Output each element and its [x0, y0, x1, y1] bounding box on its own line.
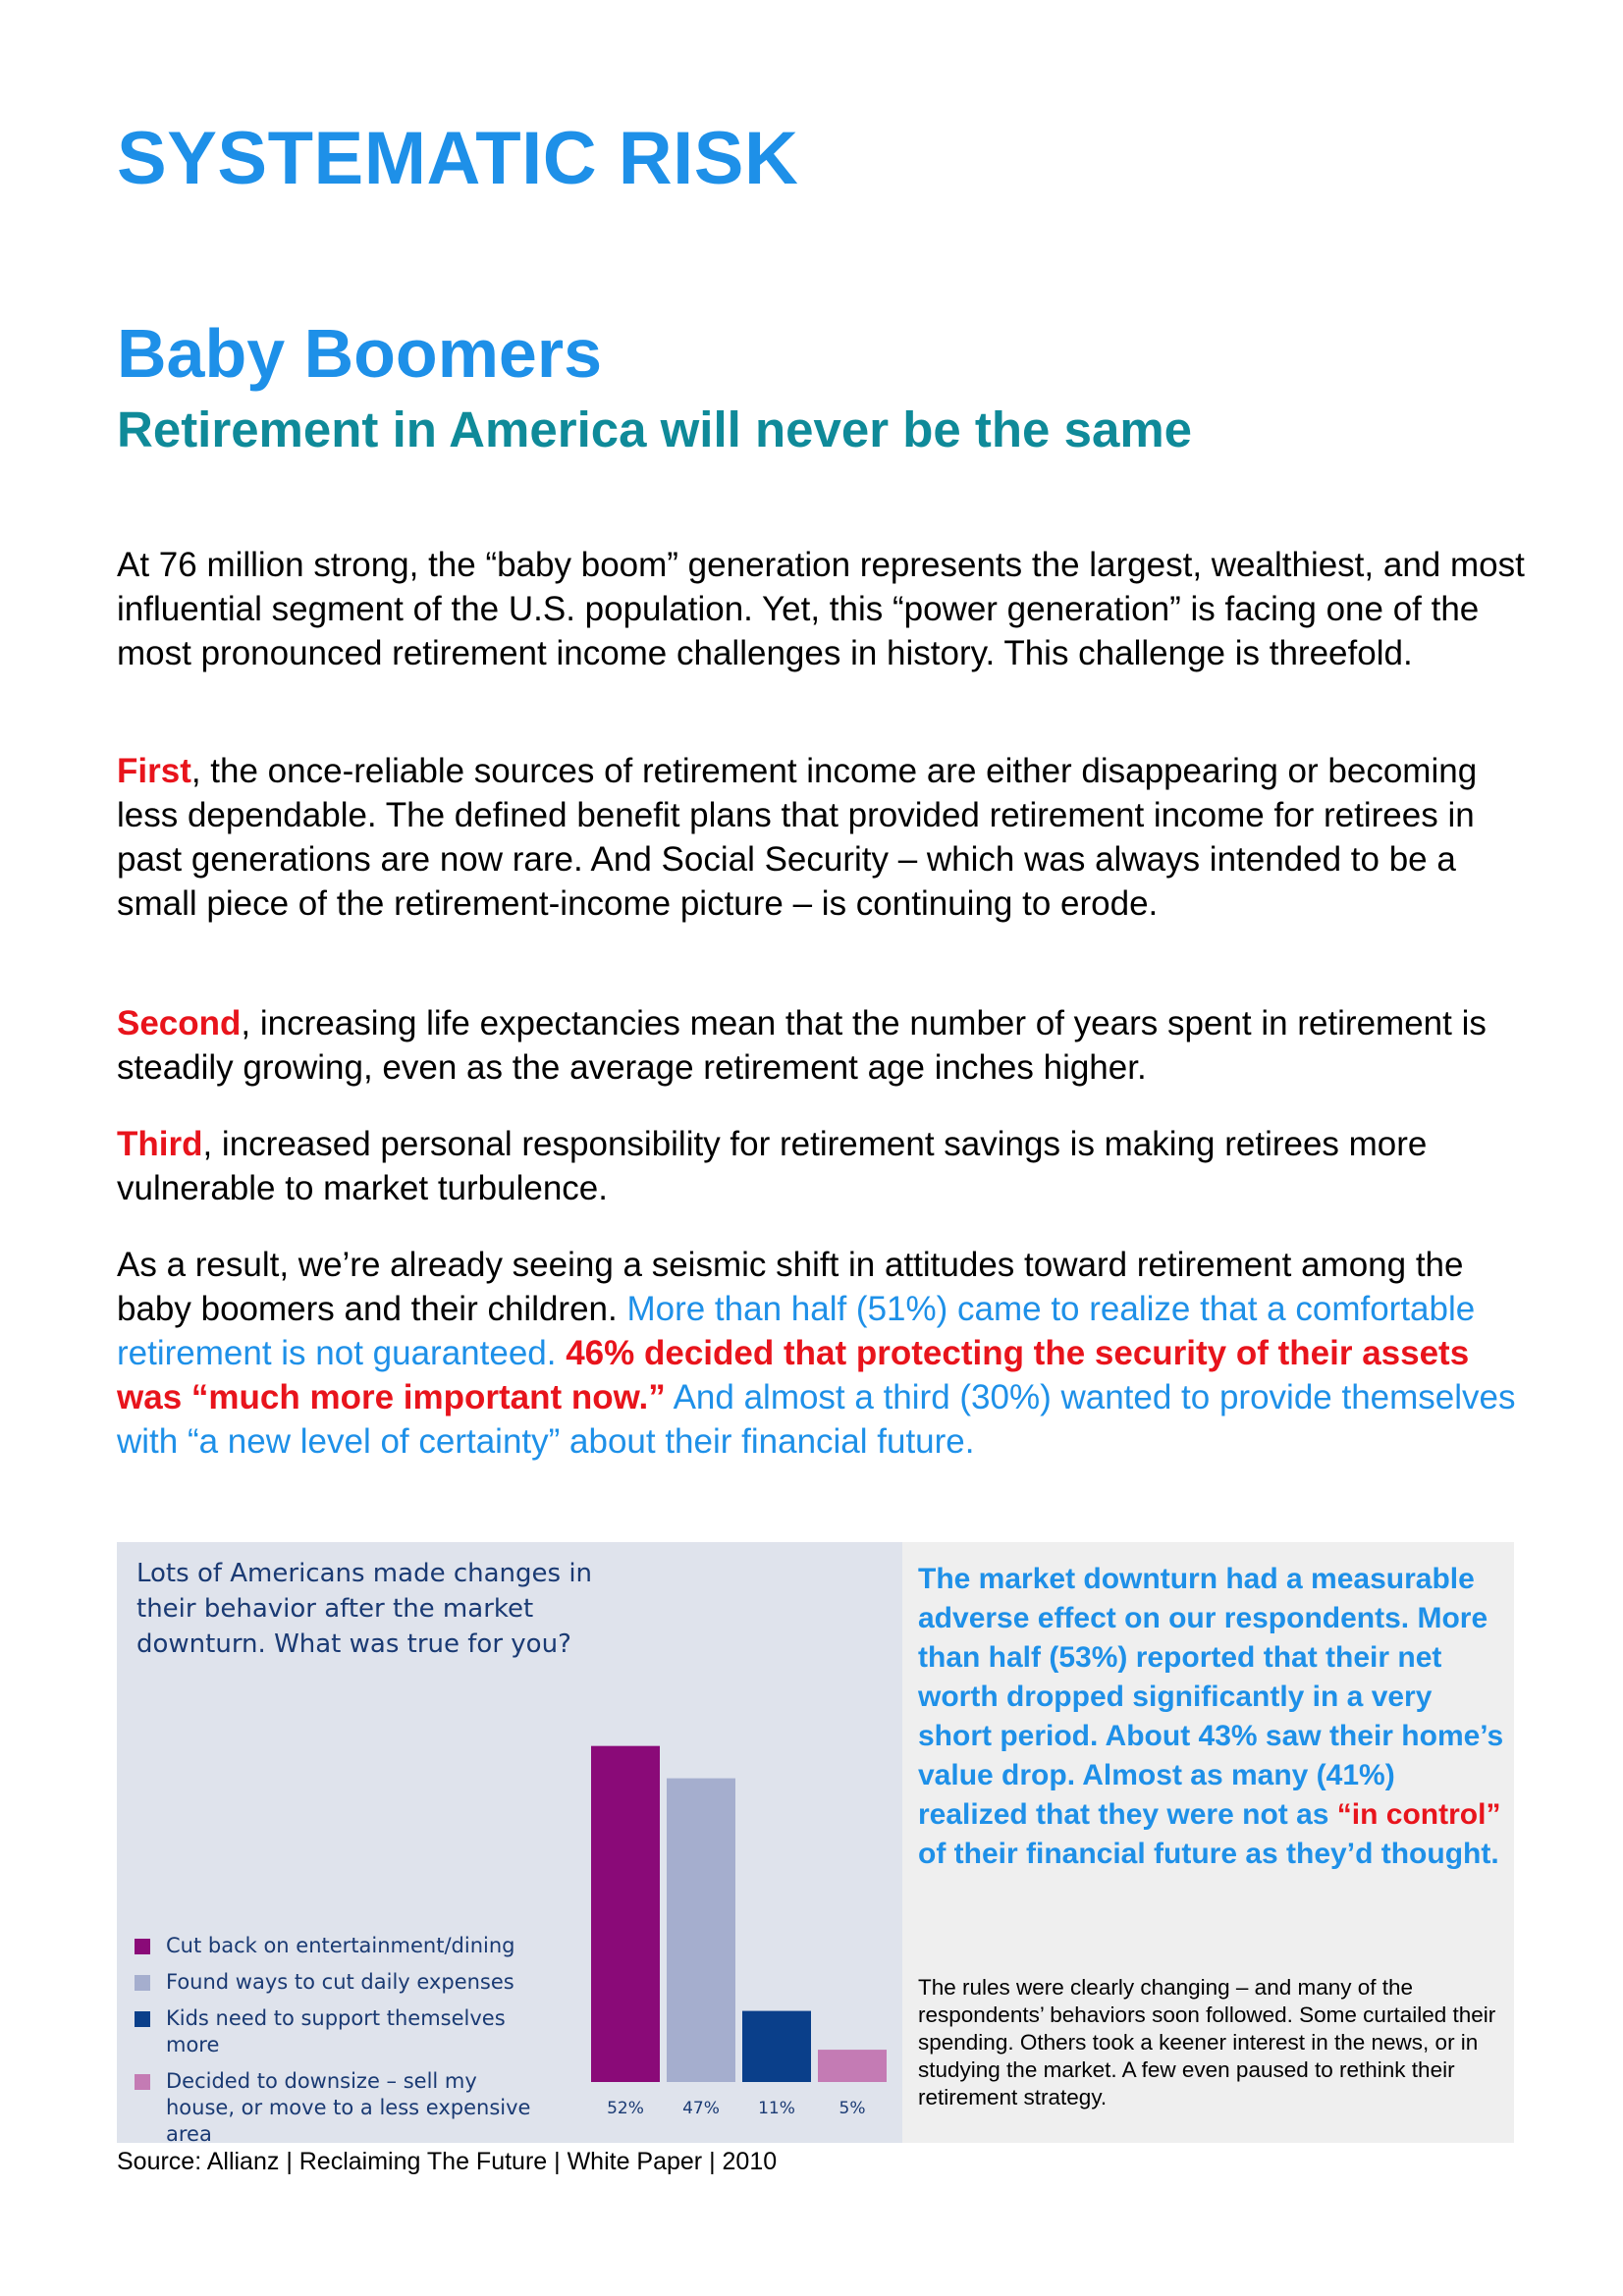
legend-item [135, 2005, 537, 2058]
side-highlight-a: The market downturn had a measurable adverse effect on our respondents. More than half (53%) reported that their net worth dropped significantly in a very short period. About 43% saw their home’s value drop. Almost as many (41%) realized that they were not as [918, 1563, 1504, 1831]
legend-label: Cut back on entertainment/dining [166, 1934, 515, 1957]
legend-swatch [135, 2011, 150, 2027]
chart-title: Lots of Americans made changes in their behavior after the market downturn. What was true for you? [136, 1559, 593, 1659]
chart-panel [117, 1542, 902, 2146]
bar-value-label: 47% [682, 2099, 720, 2118]
bar-value-label: 11% [758, 2099, 795, 2118]
first-text: , the once-reliable sources of retirement income are either disappearing or becoming less dependable. The defined benefit plans that provided retirement income for retirees in past generations are now rare. And Social Security – which was always intended to be a small piece of the retirement-income picture – is continuing to erode. [117, 752, 1478, 923]
result-text-b: More than half (51%) came to realize that a comfortable retirement is not guaranteed. [117, 1290, 1476, 1372]
bar-3 [742, 2011, 811, 2082]
bar-2 [667, 1779, 735, 2082]
third-paragraph [117, 1122, 1531, 1210]
bar-value-label: 52% [607, 2099, 644, 2118]
bar-value-label: 5% [839, 2099, 866, 2118]
page-title: SYSTEMATIC RISK [117, 117, 799, 200]
result-text-a: As a result, we’re already seeing a seismic shift in attitudes toward retirement among the baby boomers and their children. [117, 1246, 1464, 1328]
legend-item [135, 2068, 537, 2148]
side-body-text: The rules were clearly changing – and many of the respondents’ behaviors soon followed. Some curtailed their spending. Others took a keener interest in the news, or in studying the market. A few even paused to rethink their retirement strategy. [918, 1975, 1496, 2109]
second-label: Second [117, 1004, 242, 1042]
source-citation: Source: Allianz | Reclaiming The Future | White Paper | 2010 [117, 2148, 778, 2175]
result-paragraph [117, 1243, 1531, 1464]
bar-4 [818, 2050, 887, 2082]
legend-swatch [135, 1975, 150, 1991]
bar-1 [591, 1746, 660, 2082]
side-highlight-text [918, 1560, 1507, 1874]
legend-item [135, 1933, 537, 1959]
second-paragraph [117, 1001, 1531, 1090]
first-label: First [117, 752, 191, 790]
chart-legend [135, 1933, 537, 2158]
result-text-c: 46% decided that protecting the security of their assets was “much more important now.” [117, 1334, 1470, 1416]
third-text: , increased personal responsibility for retirement savings is making retirees more vulnerable to market turbulence. [117, 1125, 1428, 1207]
legend-swatch [135, 2074, 150, 2090]
section-title: Baby Boomers [117, 315, 603, 392]
first-paragraph [117, 749, 1531, 926]
intro-paragraph: At 76 million strong, the “baby boom” generation represents the largest, wealthiest, and most influential segment of the U.S. population. Yet, this “power generation” is facing one of the most pronounced retirement income challenges in history. This challenge is threefold. [117, 546, 1525, 672]
legend-swatch [135, 1939, 150, 1954]
side-highlight-red: “in control” [1336, 1798, 1501, 1831]
second-text: , increasing life expectancies mean that the number of years spent in retirement is steadily growing, even as the average retirement age inches higher. [117, 1004, 1487, 1087]
legend-label: Decided to downsize – sell my house, or move to a less expensive area [166, 2069, 531, 2146]
third-label: Third [117, 1125, 203, 1163]
legend-label: Found ways to cut daily expenses [166, 1970, 514, 1994]
legend-label: Kids need to support themselves more [166, 2006, 506, 2056]
legend-item [135, 1969, 537, 1996]
section-subtitle: Retirement in America will never be the same [117, 401, 1193, 457]
result-text-d: And almost a third (30%) wanted to provide themselves with “a new level of certainty” about their financial future. [117, 1378, 1516, 1461]
side-highlight-b: of their financial future as they’d thought. [918, 1838, 1499, 1870]
side-panel [902, 1542, 1514, 2143]
